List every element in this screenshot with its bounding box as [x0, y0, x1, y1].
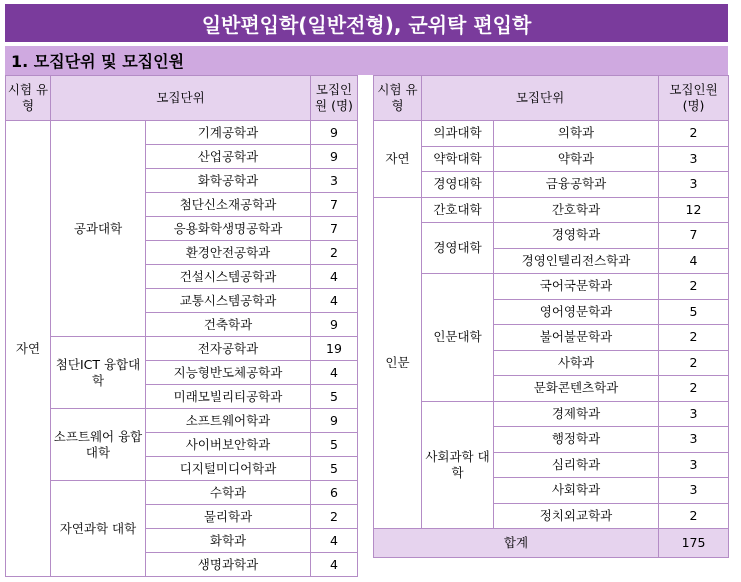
count-cell: 3 [659, 401, 729, 427]
table-row [6, 121, 358, 145]
major-cell: 화학공학과 [146, 169, 311, 193]
count-cell: 3 [659, 478, 729, 504]
major-cell: 국어국문학과 [494, 274, 659, 300]
count-cell: 4 [659, 248, 729, 274]
major-cell: 미래모빌리티공학과 [146, 385, 311, 409]
total-row [374, 529, 729, 558]
table-row [6, 481, 358, 505]
count-cell: 5 [311, 385, 358, 409]
major-cell: 디지털미디어학과 [146, 457, 311, 481]
major-cell: 불어불문학과 [494, 325, 659, 351]
major-cell: 간호학과 [494, 197, 659, 223]
table-row [374, 121, 729, 147]
exam-type-cell: 자연 [6, 121, 51, 577]
college-cell: 공과대학 [51, 121, 146, 337]
count-cell: 2 [659, 325, 729, 351]
table-row [374, 223, 729, 249]
major-cell: 기계공학과 [146, 121, 311, 145]
major-cell: 화학과 [146, 529, 311, 553]
major-cell: 첨단신소재공학과 [146, 193, 311, 217]
section-heading: 1. 모집단위 및 모집인원 [5, 46, 728, 75]
count-cell: 19 [311, 337, 358, 361]
table-row [374, 401, 729, 427]
count-cell: 9 [311, 313, 358, 337]
count-cell: 3 [659, 427, 729, 453]
count-cell: 7 [311, 193, 358, 217]
major-cell: 사학과 [494, 350, 659, 376]
count-cell: 3 [659, 172, 729, 198]
count-cell: 9 [311, 121, 358, 145]
total-label: 합계 [374, 529, 659, 558]
count-cell: 3 [659, 146, 729, 172]
count-cell: 4 [311, 529, 358, 553]
count-cell: 5 [311, 457, 358, 481]
college-cell: 경영대학 [422, 223, 494, 274]
count-cell: 9 [311, 145, 358, 169]
college-cell: 간호대학 [422, 197, 494, 223]
count-cell: 2 [659, 376, 729, 402]
table-row [374, 172, 729, 198]
table-row [374, 146, 729, 172]
college-cell: 경영대학 [422, 172, 494, 198]
major-cell: 경제학과 [494, 401, 659, 427]
major-cell: 건축학과 [146, 313, 311, 337]
count-cell: 4 [311, 265, 358, 289]
count-cell: 4 [311, 289, 358, 313]
count-cell: 5 [659, 299, 729, 325]
count-cell: 4 [311, 553, 358, 577]
major-cell: 소프트웨어학과 [146, 409, 311, 433]
college-cell: 인문대학 [422, 274, 494, 402]
count-cell: 7 [311, 217, 358, 241]
count-cell: 3 [659, 452, 729, 478]
total-value: 175 [659, 529, 729, 558]
major-cell: 교통시스템공학과 [146, 289, 311, 313]
exam-type-cell: 자연 [374, 121, 422, 198]
major-cell: 경영인텔리전스학과 [494, 248, 659, 274]
count-cell: 2 [311, 505, 358, 529]
major-cell: 사회학과 [494, 478, 659, 504]
major-cell: 심리학과 [494, 452, 659, 478]
exam-type-cell: 인문 [374, 197, 422, 529]
major-cell: 건설시스템공학과 [146, 265, 311, 289]
table-row [6, 409, 358, 433]
header-exam-type: 시험 유형 [374, 76, 422, 121]
count-cell: 6 [311, 481, 358, 505]
table-row [374, 197, 729, 223]
major-cell: 영어영문학과 [494, 299, 659, 325]
header-unit: 모집단위 [51, 76, 311, 121]
count-cell: 2 [311, 241, 358, 265]
major-cell: 전자공학과 [146, 337, 311, 361]
table-row [374, 274, 729, 300]
college-cell: 약학대학 [422, 146, 494, 172]
major-cell: 산업공학과 [146, 145, 311, 169]
count-cell: 5 [311, 433, 358, 457]
major-cell: 경영학과 [494, 223, 659, 249]
table-row [6, 337, 358, 361]
page-title: 일반편입학(일반전형), 군위탁 편입학 [5, 4, 728, 42]
count-cell: 7 [659, 223, 729, 249]
count-cell: 2 [659, 274, 729, 300]
major-cell: 정치외교학과 [494, 503, 659, 529]
count-cell: 9 [311, 409, 358, 433]
college-cell: 첨단ICT 융합대학 [51, 337, 146, 409]
admission-table-right [373, 75, 729, 558]
count-cell: 12 [659, 197, 729, 223]
college-cell: 의과대학 [422, 121, 494, 147]
college-cell: 소프트웨어 융합대학 [51, 409, 146, 481]
header-unit: 모집단위 [422, 76, 659, 121]
count-cell: 3 [311, 169, 358, 193]
college-cell: 자연과학 대학 [51, 481, 146, 577]
count-cell: 2 [659, 121, 729, 147]
admission-table-left [5, 75, 358, 577]
major-cell: 응용화학생명공학과 [146, 217, 311, 241]
count-cell: 2 [659, 350, 729, 376]
major-cell: 물리학과 [146, 505, 311, 529]
major-cell: 행정학과 [494, 427, 659, 453]
major-cell: 수학과 [146, 481, 311, 505]
major-cell: 의학과 [494, 121, 659, 147]
major-cell: 약학과 [494, 146, 659, 172]
header-count: 모집인원 (명) [311, 76, 358, 121]
header-count: 모집인원 (명) [659, 76, 729, 121]
header-exam-type: 시험 유형 [6, 76, 51, 121]
major-cell: 사이버보안학과 [146, 433, 311, 457]
major-cell: 환경안전공학과 [146, 241, 311, 265]
major-cell: 금융공학과 [494, 172, 659, 198]
college-cell: 사회과학 대학 [422, 401, 494, 529]
major-cell: 문화콘텐츠학과 [494, 376, 659, 402]
major-cell: 생명과학과 [146, 553, 311, 577]
count-cell: 2 [659, 503, 729, 529]
count-cell: 4 [311, 361, 358, 385]
major-cell: 지능형반도체공학과 [146, 361, 311, 385]
